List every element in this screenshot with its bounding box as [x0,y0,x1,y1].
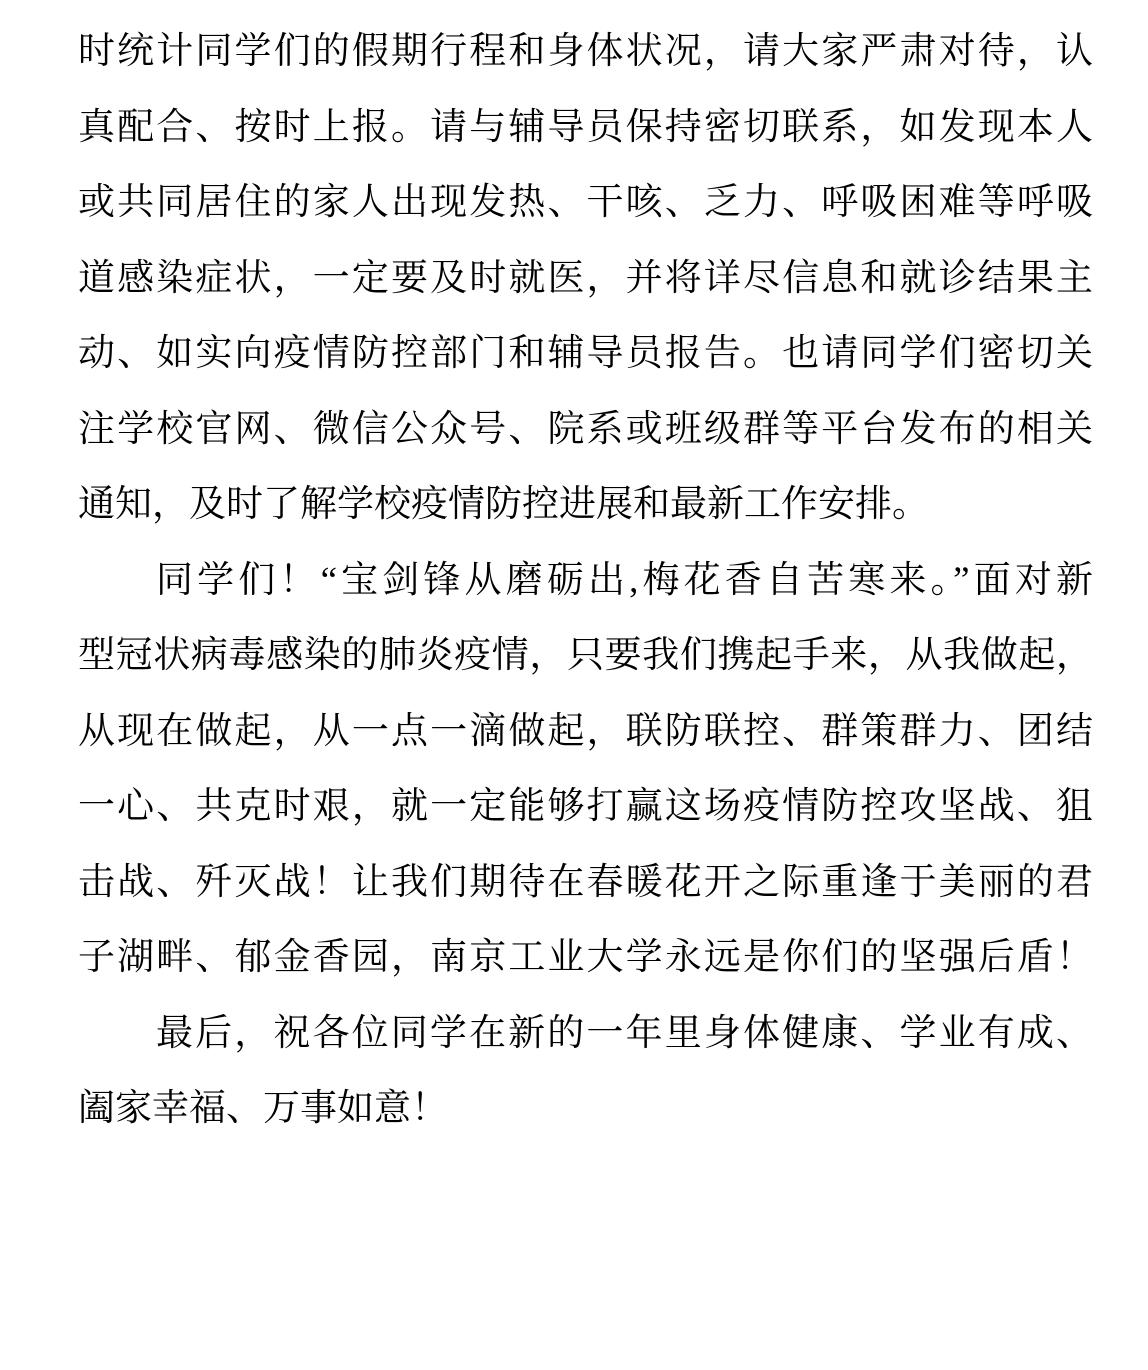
text-line: 击战、歼灭战！让我们期待在春暖花开之际重逢于美丽的君 [78,861,1093,903]
text-line: 真配合、按时上报。请与辅导员保持密切联系，如发现本人 [78,106,1093,148]
text-line: 或共同居住的家人出现发热、干咳、乏力、呼吸困难等呼吸 [78,182,1093,223]
text-line: 从现在做起，从一点一滴做起，联防联控、群策群力、团结 [78,710,1093,752]
text-line: 时统计同学们的假期行程和身体状况，请大家严肃对待，认 [78,31,1093,72]
text-line: 通知，及时了解学校疫情防控进展和最新工作安排。 [78,484,929,525]
text-line: 阖家幸福、万事如意！ [78,1088,448,1129]
text-line: 最后，祝各位同学在新的一年里身体健康、学业有成、 [156,1012,1093,1054]
text-line: 同学们！“宝剑锋从磨砺出,梅花香自苦寒来。”面对新 [156,559,1093,601]
text-line: 子湖畔、郁金香园，南京工业大学永远是你们的坚强后盾！ [78,937,1093,978]
text-line: 道感染症状，一定要及时就医，并将详尽信息和就诊结果主 [78,257,1093,299]
text-line: 型冠状病毒感染的肺炎疫情，只要我们携起手来，从我做起， [78,635,1093,676]
text-line: 注学校官网、微信公众号、院系或班级群等平台发布的相关 [78,408,1093,450]
text-line: 动、如实向疫情防控部门和辅导员报告。也请同学们密切关 [78,333,1093,374]
text-line: 一心、共克时艰，就一定能够打赢这场疫情防控攻坚战、狙 [78,786,1093,827]
